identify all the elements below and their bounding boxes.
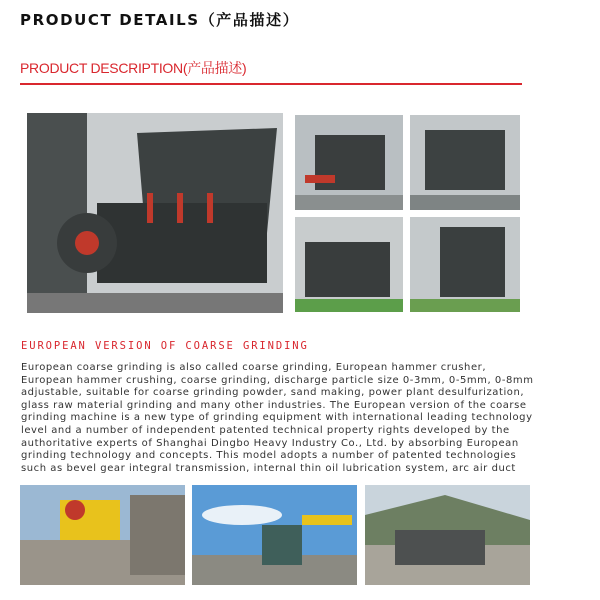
site-photo-1 <box>20 485 185 585</box>
description-line: such as bevel gear integral transmission, internal thin oil lubrication system, arc air duct <box>21 462 516 474</box>
product-photo-2 <box>295 115 403 210</box>
section-heading: EUROPEAN VERSION OF COARSE GRINDING <box>21 340 309 352</box>
description-line: grinding machine is a new type of grinding equipment with international leading technology <box>21 412 533 424</box>
description-line: European hammer crushing, coarse grinding, discharge particle size 0-3mm, 0-5mm, 0-8mm <box>21 374 534 386</box>
divider <box>20 83 522 85</box>
site-photo-2 <box>192 485 357 585</box>
product-photo-5 <box>410 217 520 312</box>
description-line: glass raw material grinding and many other industries. The European version of the coarse <box>21 399 527 411</box>
description-line: European coarse grinding is also called coarse grinding, European hammer crusher, <box>21 362 487 373</box>
main-product-photo <box>27 113 283 313</box>
description-text <box>21 362 534 475</box>
description-line: authoritative experts of Shanghai Dingbo Heavy Industry Co., Ltd. by absorbing European <box>21 437 519 449</box>
description-line: grinding technology and concepts. This model adopts a number of patented technologies <box>21 450 517 462</box>
site-photo-3 <box>365 485 530 585</box>
description-line: level and a number of independent patented technical property rights developed by the <box>21 424 510 436</box>
description-line: adjustable, suitable for coarse grinding powder, sand making, power plant desulfurization, <box>21 387 525 399</box>
product-photo-4 <box>295 217 403 312</box>
section-title: PRODUCT DESCRIPTION(产品描述) <box>20 60 247 76</box>
page-title: PRODUCT DETAILS（产品描述） <box>20 11 300 29</box>
product-photo-3 <box>410 115 520 210</box>
